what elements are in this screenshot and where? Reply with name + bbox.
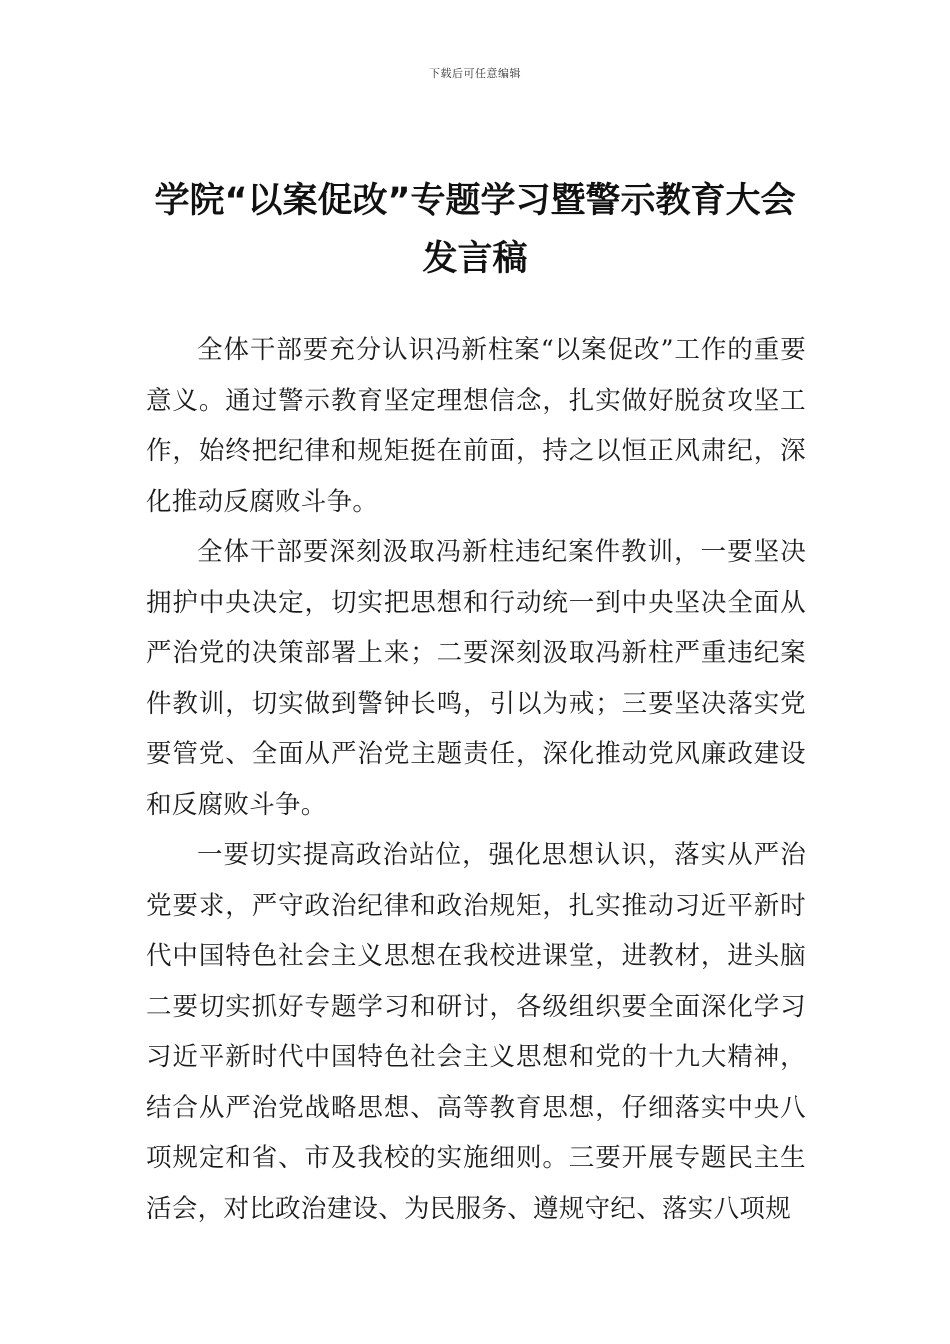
header-note: 下载后可任意编辑 [429,67,521,80]
paragraph-1: 全体干部要充分认识冯新柱案“以案促改”工作的重要意义。通过警示教育坚定理想信念，扎实做好脱贫攻坚工作，始终把纪律和规矩挺在前面，持之以恒正风肃纪，深化推动反腐败斗争。 [146,335,806,517]
document-body [146,325,806,1234]
paragraph-3: 一要切实提高政治站位，强化思想认识，落实从严治党要求，严守政治纪律和政治规矩，扎实推动习近平新时代中国特色社会主义思想在我校进课堂，进教材，进头脑二要切实抓好专题学习和研讨，各级组织要全面深化学习习近平新时代中国特色社会主义思想和党的十九大精神，结合从严治党战略思想、高等教育思想，仔细落实中央八项规定和省、市及我校的实施细则。三要开展专题民主生活会，对比政治建设、为民服务、遵规守纪、落实八项规 [146,840,806,1224]
document-title: 学院“以案促改”专题学习暨警示教育大会发言稿 [154,181,796,279]
paragraph-2: 全体干部要深刻汲取冯新柱违纪案件教训，一要坚决拥护中央决定，切实把思想和行动统一到中央坚决全面从严治党的决策部署上来；二要深刻汲取冯新柱严重违纪案件教训，切实做到警钟长鸣，引以为戒；三要坚决落实党要管党、全面从严治党主题责任，深化推动党风廉政建设和反腐败斗争。 [146,537,806,820]
